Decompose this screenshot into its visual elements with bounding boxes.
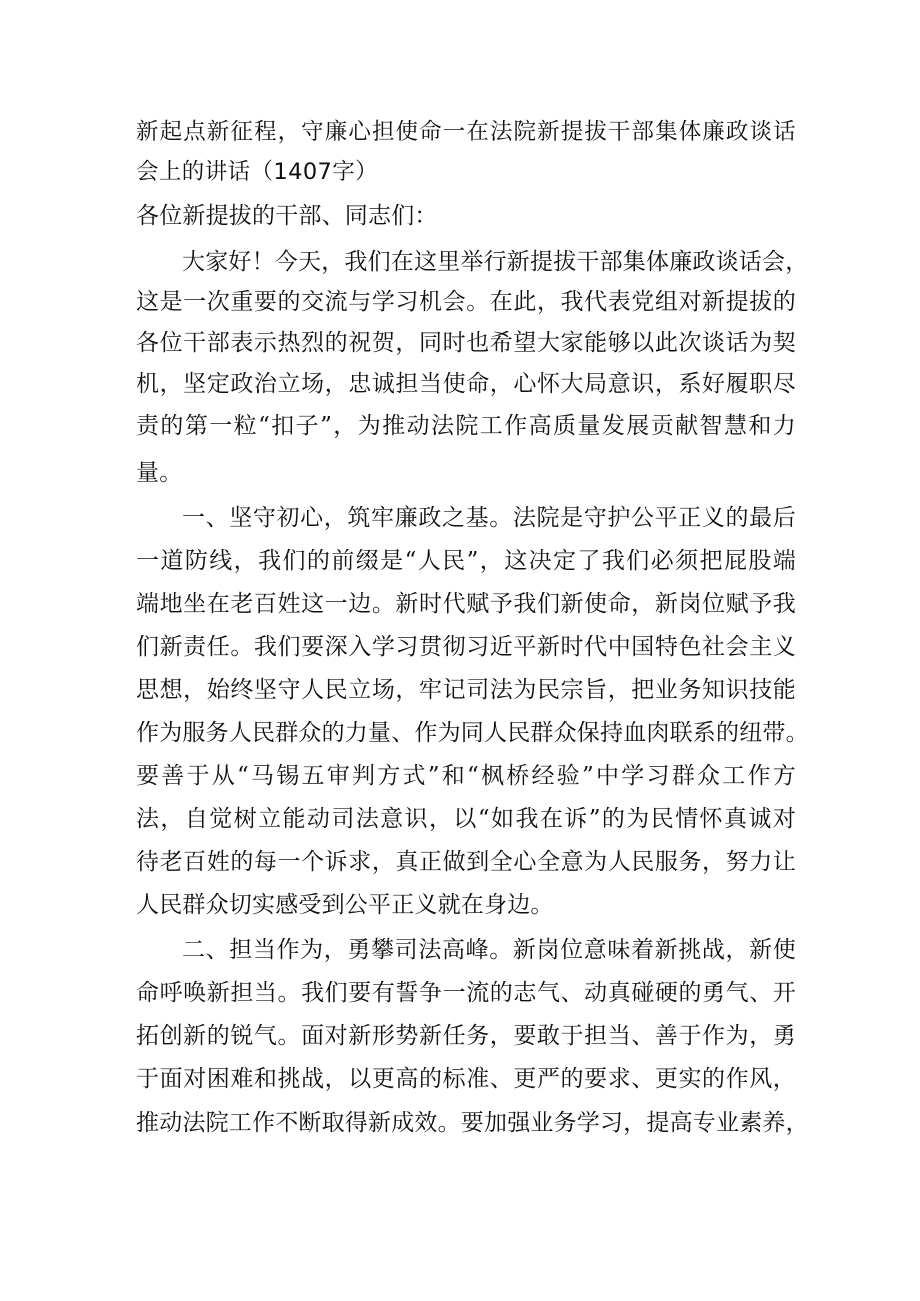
paragraph-line: 法，自觉树立能动司法意识，以“如我在诉”的为民情怀真诚对 bbox=[136, 806, 796, 832]
salutation: 各位新提拔的干部、同志们： bbox=[136, 203, 438, 229]
paragraph-line: 一道防线，我们的前缀是“人民”，这决定了我们必须把屁股端 bbox=[136, 548, 796, 574]
paragraph-line: 作为服务人民群众的力量、作为同人民群众保持血肉联系的纽带。 bbox=[136, 720, 809, 746]
paragraph-line: 二、担当作为，勇攀司法高峰。新岗位意味着新挑战，新使 bbox=[182, 937, 796, 963]
paragraph-line: 机，坚定政治立场，忠诚担当使命，心怀大局意识，系好履职尽 bbox=[136, 371, 796, 397]
paragraph-line: 人民群众切实感受到公平正义就在身边。 bbox=[136, 892, 554, 918]
paragraph-line: 要善于从“马锡五审判方式”和“枫桥经验”中学习群众工作方 bbox=[136, 763, 796, 789]
paragraph-line: 拓创新的锐气。面对新形势新任务，要敢于担当、善于作为，勇 bbox=[136, 1023, 796, 1049]
paragraph-line: 待老百姓的每一个诉求，真正做到全心全意为人民服务，努力让 bbox=[136, 849, 796, 875]
paragraph-line: 推动法院工作不断取得新成效。要加强业务学习，提高专业素养， bbox=[136, 1110, 809, 1136]
paragraph-line: 责的第一粒“扣子”，为推动法院工作高质量发展贡献智慧和力 bbox=[136, 413, 796, 439]
paragraph-line: 量。 bbox=[136, 460, 183, 486]
paragraph-line: 思想，始终坚守人民立场，牢记司法为民宗旨，把业务知识技能 bbox=[136, 677, 796, 703]
paragraph-line: 们新责任。我们要深入学习贯彻习近平新时代中国特色社会主义 bbox=[136, 634, 796, 660]
paragraph-line: 这是一次重要的交流与学习机会。在此，我代表党组对新提拔的 bbox=[136, 289, 796, 315]
document-title-line-2: 会上的讲话（1407字） bbox=[136, 159, 379, 185]
paragraph-line: 大家好！今天，我们在这里举行新提拔干部集体廉政谈话会， bbox=[182, 249, 809, 275]
paragraph-line: 于面对困难和挑战，以更高的标准、更严的要求、更实的作风， bbox=[136, 1066, 796, 1092]
document-title-line-1: 新起点新征程，守廉心担使命一在法院新提拔干部集体廉政谈话 bbox=[136, 119, 796, 145]
paragraph-line: 各位干部表示热烈的祝贺，同时也希望大家能够以此次谈话为契 bbox=[136, 330, 796, 356]
paragraph-line: 端地坐在老百姓这一边。新时代赋予我们新使命，新岗位赋予我 bbox=[136, 591, 796, 617]
paragraph-line: 一、坚守初心，筑牢廉政之基。法院是守护公平正义的最后 bbox=[182, 505, 796, 531]
paragraph-line: 命呼唤新担当。我们要有誓争一流的志气、动真碰硬的勇气、开 bbox=[136, 980, 796, 1006]
